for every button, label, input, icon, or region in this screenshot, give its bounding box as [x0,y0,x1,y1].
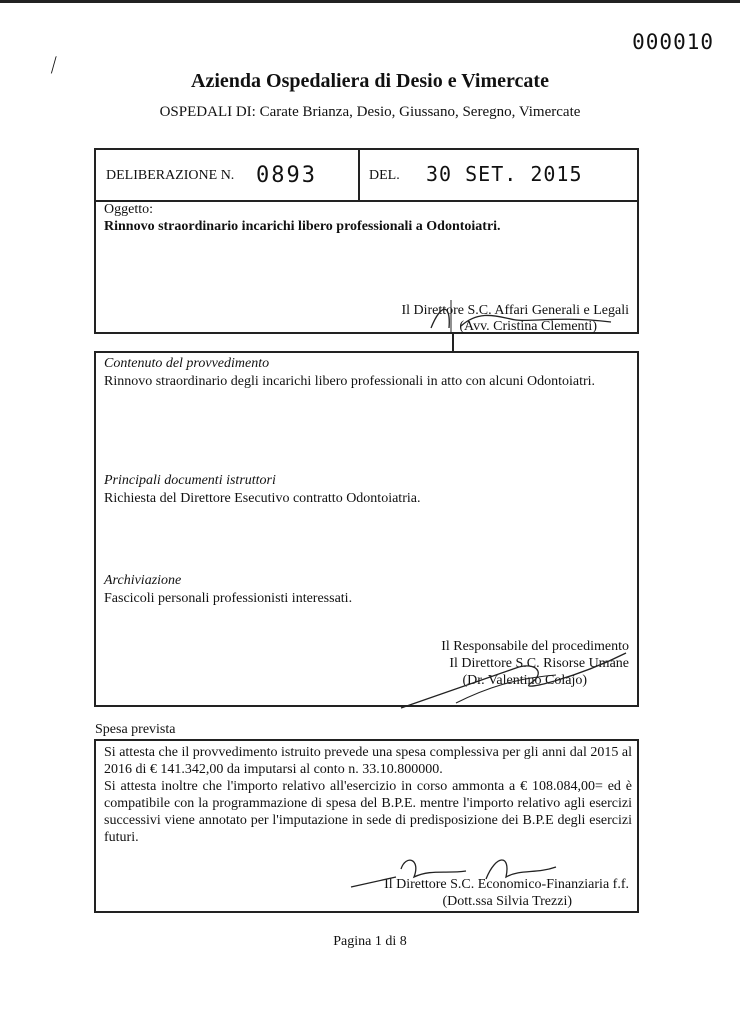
hr-director-name: (Dr. Valentino Colajo) [462,673,587,688]
header-divider [358,150,360,200]
deliberation-number-label: DELIBERAZIONE N. [106,168,235,183]
corner-mark: ⁄ [47,52,60,77]
finance-director-title: Il Direttore S.C. Economico-Finanziaria f.f. [384,877,629,892]
top-rule [0,0,740,3]
expense-paragraph-2: Si attesta inoltre che l'importo relativo all'esercizio in corso ammonta a € 108.084,00= ed è compatibile con la programmazione di spesa del B.P.E. mentre l'importo relativo agli esercizi successivi viene annotato per l'imputazione in sede di predisposizione dei B.P.E degli esercizi futuri. [104,779,632,845]
documents-title: Principali documenti istruttori [104,473,276,488]
legal-signer-title: Il Direttore S.C. Affari Generali e Legali [401,303,629,318]
archive-title: Archiviazione [104,573,182,588]
content-title: Contenuto del provvedimento [104,356,270,371]
content-body: Rinnovo straordinario degli incarichi libero professionali in atto con alcuni Odontoiatri. [104,374,596,389]
legal-signer-name: (Avv. Cristina Clementi) [459,319,597,334]
expense-label: Spesa prevista [95,722,176,737]
deliberation-box [94,148,639,334]
hr-director-title: Il Direttore S.C. Risorse Umane [449,656,629,671]
organization-title: Azienda Ospedaliera di Desio e Vimercate [191,70,549,92]
deliberation-date-label: DEL. [369,168,400,183]
expense-paragraph-1: Si attesta che il provvedimento istruito prevede una spesa complessiva per gli anni dal 2015 al 2016 di € 141.342,00 da imputarsi al conto n. 33.10.800000. [104,745,632,777]
box-connector [452,334,454,352]
documents-body: Richiesta del Direttore Esecutivo contratto Odontoiatria. [104,491,421,506]
archive-body: Fascicoli personali professionisti interessati. [104,591,353,606]
subject-text: Rinnovo straordinario incarichi libero professionali a Odontoiatri. [104,219,501,234]
hospitals-subtitle: OSPEDALI DI: Carate Brianza, Desio, Giussano, Seregno, Vimercate [159,104,581,120]
deliberation-header-row [96,150,637,202]
deliberation-date: 30 SET. 2015 [426,162,583,186]
subject-label: Oggetto: [104,202,153,217]
deliberation-number: 0893 [256,163,317,188]
page-number-stamp: 000010 [632,30,714,54]
expense-box [94,739,639,913]
page-footer: Pagina 1 di 8 [333,934,407,949]
procedure-manager-title: Il Responsabile del procedimento [441,639,629,654]
finance-director-name: (Dott.ssa Silvia Trezzi) [442,894,572,909]
content-box [94,351,639,707]
